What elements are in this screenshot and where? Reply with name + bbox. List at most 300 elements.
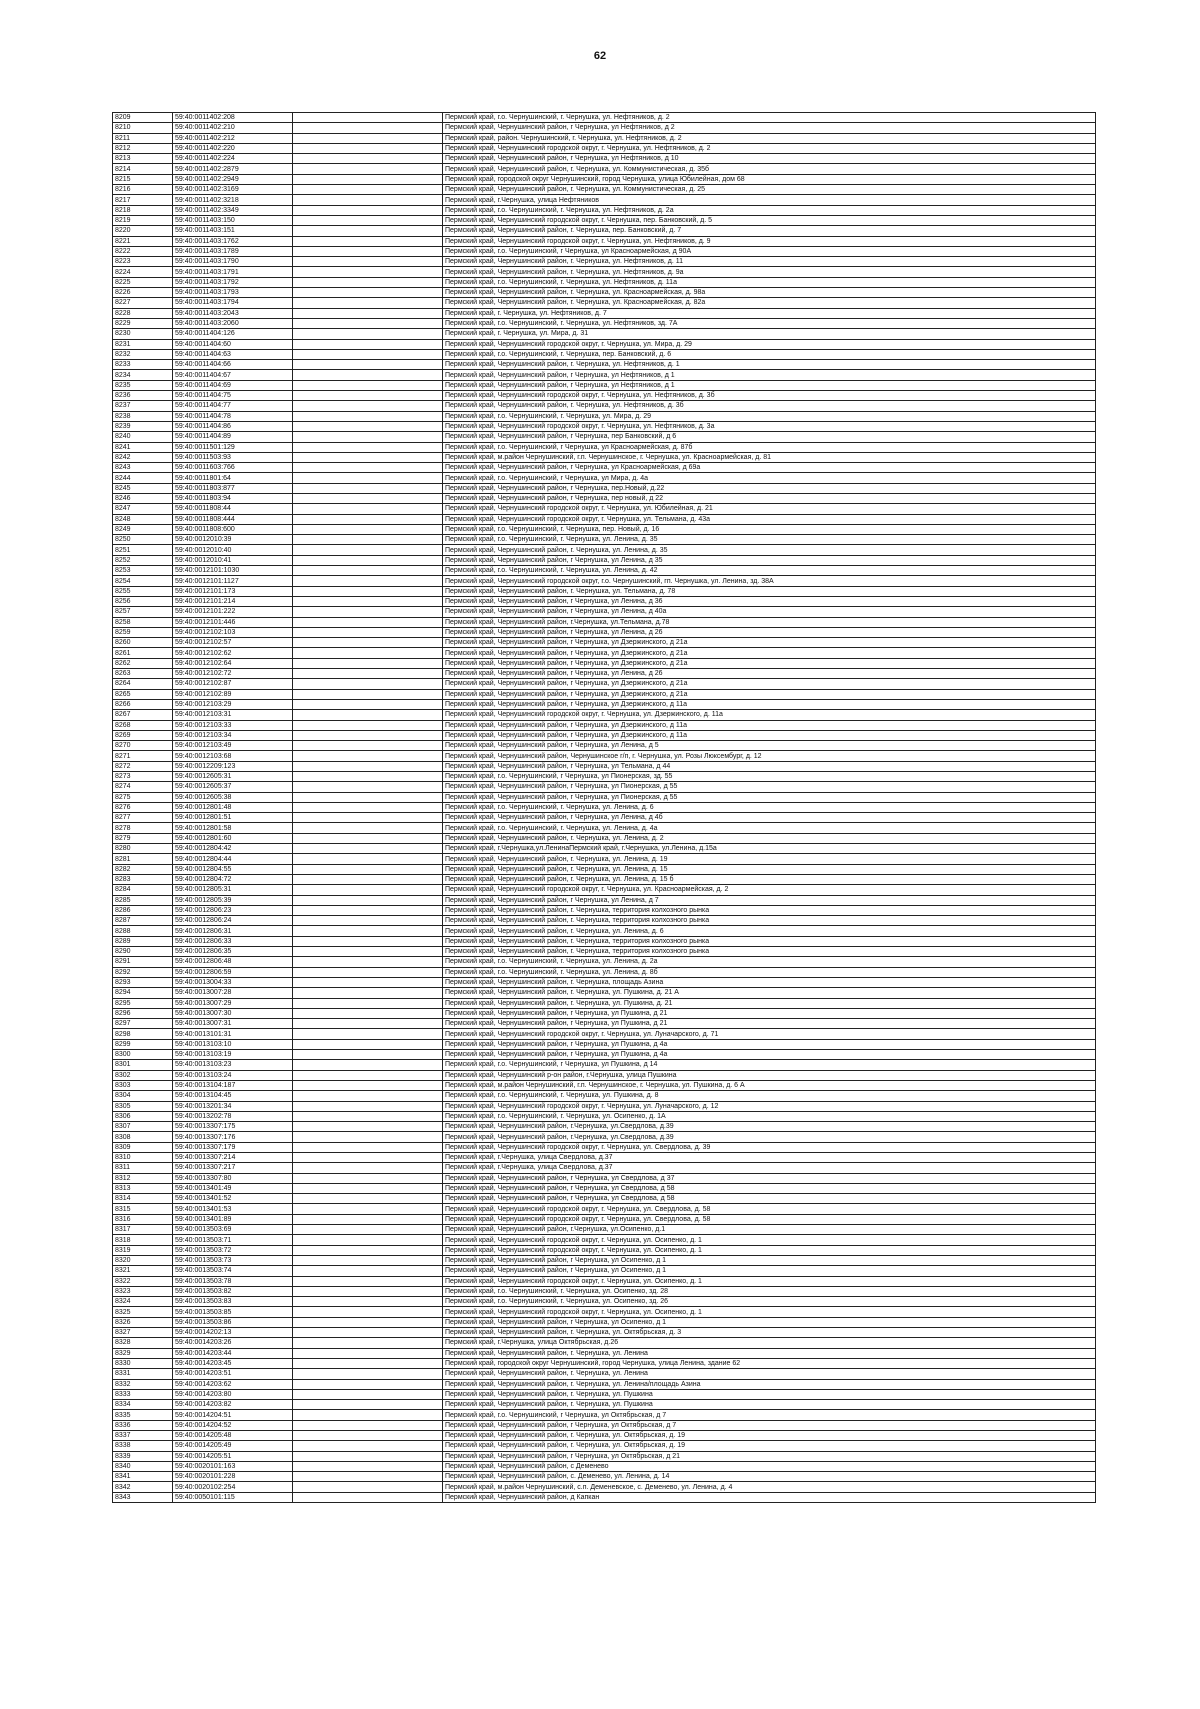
table-row — [113, 411, 1096, 421]
table-row — [113, 1142, 1096, 1152]
address-cell: Пермский край, Чернушинский район, г Чернушка, ул Дзержинского, д 21а — [443, 648, 1096, 658]
address-cell: Пермский край, Чернушинский район, г Чернушка, ул Ленина, д 26 — [443, 627, 1096, 637]
address-cell: Пермский край, Чернушинский городской округ, г.о. Чернушинский, гп. Чернушка, ул. Ленина, зд. 38А — [443, 576, 1096, 586]
empty-cell — [293, 1245, 443, 1255]
table-row — [113, 1039, 1096, 1049]
table-row — [113, 689, 1096, 699]
empty-cell — [293, 617, 443, 627]
empty-cell — [293, 720, 443, 730]
address-cell: Пермский край, г.о. Чернушинский, г. Чернушка, ул. Мира, д. 29 — [443, 411, 1096, 421]
cadastral-number-cell: 59:40:0014203:82 — [173, 1400, 293, 1410]
empty-cell — [293, 576, 443, 586]
cadastral-number-cell: 59:40:0012806:48 — [173, 957, 293, 967]
address-cell: Пермский край, Чернушинский район, г Чернушка, ул Свердлова, д 58 — [443, 1183, 1096, 1193]
row-number-cell: 8281 — [113, 854, 173, 864]
empty-cell — [293, 751, 443, 761]
table-row — [113, 885, 1096, 895]
table-row — [113, 792, 1096, 802]
table-row — [113, 143, 1096, 153]
address-cell: Пермский край, Чернушинский район, г Чернушка, ул Ленина, д 7 — [443, 895, 1096, 905]
empty-cell — [293, 998, 443, 1008]
row-number-cell: 8304 — [113, 1091, 173, 1101]
row-number-cell: 8274 — [113, 782, 173, 792]
address-cell: Пермский край, г.о. Чернушинский, г Чернушка, ул Красноармейская, д. 87б — [443, 442, 1096, 452]
address-cell: Пермский край, Чернушинский городской округ, г. Чернушка, ул. Осипенко, д. 1 — [443, 1235, 1096, 1245]
row-number-cell: 8247 — [113, 504, 173, 514]
address-cell: Пермский край, Чернушинский район, г Чернушка, ул Ленина, д 5 — [443, 741, 1096, 751]
address-cell: Пермский край, Чернушинский район, г. Чернушка, ул. Октябрьская, д. 3 — [443, 1328, 1096, 1338]
empty-cell — [293, 555, 443, 565]
address-cell: Пермский край, Чернушинский район, г. Чернушка, территория колхозного рынка — [443, 905, 1096, 915]
row-number-cell: 8299 — [113, 1039, 173, 1049]
cadastral-number-cell: 59:40:0013007:28 — [173, 988, 293, 998]
empty-cell — [293, 813, 443, 823]
cadastral-number-cell: 59:40:0011403:1791 — [173, 267, 293, 277]
table-row — [113, 1492, 1096, 1502]
address-cell: Пермский край, Чернушинский район, г Чернушка, ул Нефтяников, д 2 — [443, 123, 1096, 133]
empty-cell — [293, 730, 443, 740]
row-number-cell: 8284 — [113, 885, 173, 895]
row-number-cell: 8215 — [113, 174, 173, 184]
cadastral-number-cell: 59:40:0011403:150 — [173, 215, 293, 225]
row-number-cell: 8335 — [113, 1410, 173, 1420]
cadastral-number-cell: 59:40:0011404:66 — [173, 360, 293, 370]
row-number-cell: 8235 — [113, 380, 173, 390]
cadastral-number-cell: 59:40:0013503:69 — [173, 1225, 293, 1235]
table-row — [113, 1245, 1096, 1255]
cadastral-number-cell: 59:40:0020102:254 — [173, 1482, 293, 1492]
table-row — [113, 1111, 1096, 1121]
cadastral-number-cell: 59:40:0012605:31 — [173, 772, 293, 782]
empty-cell — [293, 782, 443, 792]
table-row — [113, 257, 1096, 267]
row-number-cell: 8260 — [113, 638, 173, 648]
empty-cell — [293, 741, 443, 751]
empty-cell — [293, 205, 443, 215]
empty-cell — [293, 1173, 443, 1183]
address-cell: Пермский край, г.о. Чернушинский, г. Чернушка, пер. Банковский, д. 6 — [443, 349, 1096, 359]
table-row — [113, 1338, 1096, 1348]
row-number-cell: 8301 — [113, 1060, 173, 1070]
table-row — [113, 463, 1096, 473]
cadastral-number-cell: 59:40:0011404:67 — [173, 370, 293, 380]
row-number-cell: 8331 — [113, 1369, 173, 1379]
empty-cell — [293, 329, 443, 339]
cadastral-number-cell: 59:40:0011803:94 — [173, 493, 293, 503]
row-number-cell: 8328 — [113, 1338, 173, 1348]
cadastral-number-cell: 59:40:0011404:63 — [173, 349, 293, 359]
cadastral-number-cell: 59:40:0012801:51 — [173, 813, 293, 823]
address-cell: Пермский край, Чернушинский район, г. Чернушка, ул. Ленина, д. 6 — [443, 926, 1096, 936]
row-number-cell: 8280 — [113, 844, 173, 854]
empty-cell — [293, 977, 443, 987]
cadastral-number-cell: 59:40:0012102:64 — [173, 658, 293, 668]
cadastral-number-cell: 59:40:0013307:214 — [173, 1152, 293, 1162]
row-number-cell: 8218 — [113, 205, 173, 215]
cadastral-number-cell: 59:40:0014204:51 — [173, 1410, 293, 1420]
row-number-cell: 8264 — [113, 679, 173, 689]
row-number-cell: 8241 — [113, 442, 173, 452]
cadastral-number-cell: 59:40:0011404:75 — [173, 391, 293, 401]
address-cell: Пермский край, Чернушинский район, д Капкан — [443, 1492, 1096, 1502]
table-row — [113, 421, 1096, 431]
address-cell: Пермский край, Чернушинский район, г Чернушка, ул Дзержинского, д 21а — [443, 689, 1096, 699]
cadastral-number-cell: 59:40:0012102:57 — [173, 638, 293, 648]
cadastral-number-cell: 59:40:0012801:58 — [173, 823, 293, 833]
empty-cell — [293, 596, 443, 606]
row-number-cell: 8267 — [113, 710, 173, 720]
address-cell: Пермский край, Чернушинский район, г. Чернушка, ул. Пушкина — [443, 1400, 1096, 1410]
address-cell: Пермский край, Чернушинский городской округ, г. Чернушка, ул. Свердлова, д. 58 — [443, 1204, 1096, 1214]
empty-cell — [293, 988, 443, 998]
empty-cell — [293, 298, 443, 308]
table-row — [113, 699, 1096, 709]
address-cell: Пермский край, Чернушинский район, г Чернушка, ул Нефтяников, д 1 — [443, 370, 1096, 380]
address-cell: Пермский край, Чернушинский район, г. Чернушка, пер. Банковский, д. 7 — [443, 226, 1096, 236]
cadastral-number-cell: 59:40:0013401:89 — [173, 1214, 293, 1224]
cadastral-number-cell: 59:40:0013103:19 — [173, 1050, 293, 1060]
address-cell: Пермский край, Чернушинский район, г Чернушка, ул Осипенко, д 1 — [443, 1255, 1096, 1265]
row-number-cell: 8227 — [113, 298, 173, 308]
table-row — [113, 998, 1096, 1008]
empty-cell — [293, 1461, 443, 1471]
address-cell: Пермский край, городской округ Чернушинский, город Чернушка, улица Юбилейная, дом 68 — [443, 174, 1096, 184]
table-row — [113, 535, 1096, 545]
address-cell: Пермский край, Чернушинский район, г. Чернушка, ул. Коммунистическая, д. 35б — [443, 164, 1096, 174]
cadastral-number-cell: 59:40:0013503:85 — [173, 1307, 293, 1317]
cadastral-number-cell: 59:40:0011403:1762 — [173, 236, 293, 246]
table-row — [113, 555, 1096, 565]
address-cell: Пермский край, г.о. Чернушинский, г. Чернушка, ул. Ленина, д. 2а — [443, 957, 1096, 967]
cadastral-number-cell: 59:40:0013101:31 — [173, 1029, 293, 1039]
address-cell: Пермский край, Чернушинский район, г.Чернушка, ул.Осипенко, д.1 — [443, 1225, 1096, 1235]
address-cell: Пермский край, Чернушинский район, г. Чернушка, ул. Пушкина, д. 21 А — [443, 988, 1096, 998]
row-number-cell: 8212 — [113, 143, 173, 153]
empty-cell — [293, 916, 443, 926]
table-row — [113, 1348, 1096, 1358]
row-number-cell: 8307 — [113, 1122, 173, 1132]
empty-cell — [293, 1389, 443, 1399]
address-cell: Пермский край, м.район Чернушинский, с.п. Деменевское, с. Деменево, ул. Ленина, д. 4 — [443, 1482, 1096, 1492]
cadastral-number-cell: 59:40:0011404:126 — [173, 329, 293, 339]
row-number-cell: 8297 — [113, 1019, 173, 1029]
empty-cell — [293, 1410, 443, 1420]
row-number-cell: 8278 — [113, 823, 173, 833]
row-number-cell: 8238 — [113, 411, 173, 421]
table-row — [113, 1472, 1096, 1482]
table-row — [113, 1101, 1096, 1111]
empty-cell — [293, 133, 443, 143]
address-cell: Пермский край, Чернушинский городской округ, г. Чернушка, ул. Юбилейная, д. 21 — [443, 504, 1096, 514]
row-number-cell: 8286 — [113, 905, 173, 915]
address-cell: Пермский край, г.Чернушка, улица Свердлова, д.37 — [443, 1152, 1096, 1162]
row-number-cell: 8232 — [113, 349, 173, 359]
address-cell: Пермский край, Чернушинский район, г. Чернушка, ул. Нефтяников, д. 1 — [443, 360, 1096, 370]
address-cell: Пермский край, г.о. Чернушинский, г Чернушка, ул Пушкина, д 14 — [443, 1060, 1096, 1070]
address-cell: Пермский край, Чернушинский район, г. Чернушка, территория колхозного рынка — [443, 936, 1096, 946]
address-cell: Пермский край, г.о. Чернушинский, г. Чернушка, ул. Осипенко, д. 1А — [443, 1111, 1096, 1121]
address-cell: Пермский край, Чернушинский городской округ, г. Чернушка, ул. Осипенко, д. 1 — [443, 1245, 1096, 1255]
cadastral-number-cell: 59:40:0011402:220 — [173, 143, 293, 153]
cadastral-number-cell: 59:40:0011402:2879 — [173, 164, 293, 174]
empty-cell — [293, 349, 443, 359]
address-cell: Пермский край, городской округ Чернушинский, город Чернушка, улица Ленина, здание 62 — [443, 1358, 1096, 1368]
row-number-cell: 8266 — [113, 699, 173, 709]
row-number-cell: 8251 — [113, 545, 173, 555]
row-number-cell: 8268 — [113, 720, 173, 730]
cadastral-number-cell: 59:40:0011404:78 — [173, 411, 293, 421]
cadastral-number-cell: 59:40:0012101:214 — [173, 596, 293, 606]
table-row — [113, 246, 1096, 256]
empty-cell — [293, 432, 443, 442]
registry-table — [112, 112, 1096, 1503]
empty-cell — [293, 215, 443, 225]
table-row — [113, 1441, 1096, 1451]
cadastral-number-cell: 59:40:0013307:217 — [173, 1163, 293, 1173]
empty-cell — [293, 874, 443, 884]
row-number-cell: 8211 — [113, 133, 173, 143]
address-cell: Пермский край, Чернушинский район, г Чернушка, пер Банковский, д 6 — [443, 432, 1096, 442]
row-number-cell: 8316 — [113, 1214, 173, 1224]
cadastral-number-cell: 59:40:0014203:51 — [173, 1369, 293, 1379]
cadastral-number-cell: 59:40:0011403:2043 — [173, 308, 293, 318]
cadastral-number-cell: 59:40:0012805:39 — [173, 895, 293, 905]
cadastral-number-cell: 59:40:0013307:176 — [173, 1132, 293, 1142]
address-cell: Пермский край, Чернушинский район, г Чернушка, ул Пушкина, д 4а — [443, 1039, 1096, 1049]
table-row — [113, 185, 1096, 195]
table-row — [113, 1266, 1096, 1276]
address-cell: Пермский край, Чернушинский городской округ, г. Чернушка, ул. Красноармейская, д. 2 — [443, 885, 1096, 895]
cadastral-number-cell: 59:40:0013503:74 — [173, 1266, 293, 1276]
table-row — [113, 576, 1096, 586]
address-cell: Пермский край, г.Чернушка, улица Нефтяников — [443, 195, 1096, 205]
cadastral-number-cell: 59:40:0012806:35 — [173, 947, 293, 957]
cadastral-number-cell: 59:40:0012605:37 — [173, 782, 293, 792]
cadastral-number-cell: 59:40:0011404:89 — [173, 432, 293, 442]
table-row — [113, 1204, 1096, 1214]
empty-cell — [293, 1183, 443, 1193]
address-cell: Пермский край, г.о. Чернушинский, г. Чернушка, ул. Ленина, д. 35 — [443, 535, 1096, 545]
address-cell: Пермский край, Чернушинский район, г. Чернушка, ул. Ленина/площадь Азина — [443, 1379, 1096, 1389]
cadastral-number-cell: 59:40:0012010:41 — [173, 555, 293, 565]
empty-cell — [293, 1060, 443, 1070]
address-cell: Пермский край, Чернушинский район, г Чернушка, ул Нефтяников, д 1 — [443, 380, 1096, 390]
row-number-cell: 8234 — [113, 370, 173, 380]
table-row — [113, 761, 1096, 771]
row-number-cell: 8282 — [113, 864, 173, 874]
row-number-cell: 8255 — [113, 586, 173, 596]
address-cell: Пермский край, Чернушинский район, г. Чернушка, ул. Ленина, д. 15 — [443, 864, 1096, 874]
address-cell: Пермский край, Чернушинский городской округ, г. Чернушка, ул. Луначарского, д. 12 — [443, 1101, 1096, 1111]
empty-cell — [293, 1400, 443, 1410]
row-number-cell: 8219 — [113, 215, 173, 225]
cadastral-number-cell: 59:40:0013307:80 — [173, 1173, 293, 1183]
cadastral-number-cell: 59:40:0011402:208 — [173, 113, 293, 123]
table-row — [113, 1019, 1096, 1029]
table-row — [113, 823, 1096, 833]
empty-cell — [293, 257, 443, 267]
address-cell: Пермский край, Чернушинский район, г. Чернушка, ул. Ленина, д. 35 — [443, 545, 1096, 555]
row-number-cell: 8236 — [113, 391, 173, 401]
cadastral-number-cell: 59:40:0012806:23 — [173, 905, 293, 915]
cadastral-number-cell: 59:40:0012805:31 — [173, 885, 293, 895]
row-number-cell: 8285 — [113, 895, 173, 905]
empty-cell — [293, 401, 443, 411]
cadastral-number-cell: 59:40:0012102:62 — [173, 648, 293, 658]
address-cell: Пермский край, г.о. Чернушинский, г. Чернушка, ул. Нефтяников, д. 11а — [443, 277, 1096, 287]
row-number-cell: 8288 — [113, 926, 173, 936]
address-cell: Пермский край, г.о. Чернушинский, г. Чернушка, ул. Ленина, д. 6 — [443, 802, 1096, 812]
row-number-cell: 8243 — [113, 463, 173, 473]
cadastral-number-cell: 59:40:0011402:210 — [173, 123, 293, 133]
address-cell: Пермский край, Чернушинский район, г Чернушка, ул Дзержинского, д 21а — [443, 638, 1096, 648]
table-row — [113, 1431, 1096, 1441]
cadastral-number-cell: 59:40:0011403:1790 — [173, 257, 293, 267]
table-row — [113, 1070, 1096, 1080]
empty-cell — [293, 1214, 443, 1224]
address-cell: Пермский край, Чернушинский район, г Чернушка, пер новый, д 22 — [443, 493, 1096, 503]
empty-cell — [293, 802, 443, 812]
row-number-cell: 8248 — [113, 514, 173, 524]
address-cell: Пермский край, Чернушинский район, г Чернушка, ул Пионерская, д 55 — [443, 792, 1096, 802]
empty-cell — [293, 772, 443, 782]
table-row — [113, 905, 1096, 915]
table-row — [113, 236, 1096, 246]
table-row — [113, 813, 1096, 823]
table-row — [113, 504, 1096, 514]
address-cell: Пермский край, Чернушинский район, г. Чернушка, площадь Азина — [443, 977, 1096, 987]
row-number-cell: 8333 — [113, 1389, 173, 1399]
table-body — [113, 113, 1096, 1503]
address-cell: Пермский край, г. Чернушка, ул. Мира, д. 31 — [443, 329, 1096, 339]
table-row — [113, 401, 1096, 411]
cadastral-number-cell: 59:40:0011402:3169 — [173, 185, 293, 195]
address-cell: Пермский край, Чернушинский район, г. Чернушка, ул. Ленина, д. 15 б — [443, 874, 1096, 884]
address-cell: Пермский край, Чернушинский район, г. Чернушка, ул. Нефтяников, д. 9а — [443, 267, 1096, 277]
empty-cell — [293, 164, 443, 174]
cadastral-number-cell: 59:40:0012806:33 — [173, 936, 293, 946]
row-number-cell: 8325 — [113, 1307, 173, 1317]
empty-cell — [293, 288, 443, 298]
row-number-cell: 8275 — [113, 792, 173, 802]
empty-cell — [293, 1492, 443, 1502]
cadastral-number-cell: 59:40:0013007:31 — [173, 1019, 293, 1029]
empty-cell — [293, 1482, 443, 1492]
address-cell: Пермский край, г.Чернушка,ул.ЛенинаПермский край, г.Чернушка, ул.Ленина, д.15а — [443, 844, 1096, 854]
table-row — [113, 1050, 1096, 1060]
address-cell: Пермский край, Чернушинский район, г Чернушка, ул Свердлова, д 58 — [443, 1194, 1096, 1204]
row-number-cell: 8269 — [113, 730, 173, 740]
cadastral-number-cell: 59:40:0011403:151 — [173, 226, 293, 236]
empty-cell — [293, 380, 443, 390]
table-row — [113, 833, 1096, 843]
cadastral-number-cell: 59:40:0011404:60 — [173, 339, 293, 349]
row-number-cell: 8245 — [113, 483, 173, 493]
empty-cell — [293, 370, 443, 380]
table-row — [113, 854, 1096, 864]
row-number-cell: 8332 — [113, 1379, 173, 1389]
cadastral-number-cell: 59:40:0012102:72 — [173, 669, 293, 679]
table-row — [113, 493, 1096, 503]
cadastral-number-cell: 59:40:0011801:64 — [173, 473, 293, 483]
row-number-cell: 8277 — [113, 813, 173, 823]
cadastral-number-cell: 59:40:0011402:212 — [173, 133, 293, 143]
row-number-cell: 8306 — [113, 1111, 173, 1121]
address-cell: Пермский край, Чернушинский район, г.Чернушка, ул.Свердлова, д.39 — [443, 1132, 1096, 1142]
address-cell: Пермский край, Чернушинский район, г. Чернушка, ул. Октябрьская, д. 19 — [443, 1441, 1096, 1451]
cadastral-number-cell: 59:40:0011404:77 — [173, 401, 293, 411]
empty-cell — [293, 1338, 443, 1348]
cadastral-number-cell: 59:40:0020101:228 — [173, 1472, 293, 1482]
row-number-cell: 8216 — [113, 185, 173, 195]
empty-cell — [293, 514, 443, 524]
table-row — [113, 339, 1096, 349]
empty-cell — [293, 391, 443, 401]
table-row — [113, 308, 1096, 318]
empty-cell — [293, 308, 443, 318]
empty-cell — [293, 236, 443, 246]
row-number-cell: 8254 — [113, 576, 173, 586]
cadastral-number-cell: 59:40:0013401:52 — [173, 1194, 293, 1204]
table-row — [113, 1173, 1096, 1183]
row-number-cell: 8252 — [113, 555, 173, 565]
table-row — [113, 452, 1096, 462]
cadastral-number-cell: 59:40:0012010:39 — [173, 535, 293, 545]
empty-cell — [293, 483, 443, 493]
row-number-cell: 8225 — [113, 277, 173, 287]
row-number-cell: 8337 — [113, 1431, 173, 1441]
table-row — [113, 1379, 1096, 1389]
empty-cell — [293, 473, 443, 483]
empty-cell — [293, 463, 443, 473]
address-cell: Пермский край, г.о. Чернушинский, г. Чернушка, ул. Ленина, д. 42 — [443, 566, 1096, 576]
cadastral-number-cell: 59:40:0013503:72 — [173, 1245, 293, 1255]
empty-cell — [293, 679, 443, 689]
address-cell: Пермский край, Чернушинский район, г. Чернушка, территория колхозного рынка — [443, 947, 1096, 957]
address-cell: Пермский край, Чернушинский городской округ, г. Чернушка, ул. Мира, д. 29 — [443, 339, 1096, 349]
cadastral-number-cell: 59:40:0014204:52 — [173, 1420, 293, 1430]
address-cell: Пермский край, Чернушинский район, г.Чернушка, ул.Свердлова, д.39 — [443, 1122, 1096, 1132]
address-cell: Пермский край, Чернушинский район, г Чернушка, ул Ленина, д 40а — [443, 607, 1096, 617]
row-number-cell: 8213 — [113, 154, 173, 164]
empty-cell — [293, 1029, 443, 1039]
cadastral-number-cell: 59:40:0013503:86 — [173, 1317, 293, 1327]
table-row — [113, 957, 1096, 967]
row-number-cell: 8292 — [113, 967, 173, 977]
empty-cell — [293, 1091, 443, 1101]
row-number-cell: 8320 — [113, 1255, 173, 1265]
cadastral-number-cell: 59:40:0011402:224 — [173, 154, 293, 164]
row-number-cell: 8303 — [113, 1080, 173, 1090]
empty-cell — [293, 277, 443, 287]
cadastral-number-cell: 59:40:0014205:51 — [173, 1451, 293, 1461]
cadastral-number-cell: 59:40:0013503:83 — [173, 1297, 293, 1307]
empty-cell — [293, 792, 443, 802]
row-number-cell: 8270 — [113, 741, 173, 751]
cadastral-number-cell: 59:40:0014205:49 — [173, 1441, 293, 1451]
cadastral-number-cell: 59:40:0012804:72 — [173, 874, 293, 884]
table-row — [113, 926, 1096, 936]
cadastral-number-cell: 59:40:0011501:129 — [173, 442, 293, 452]
table-row — [113, 205, 1096, 215]
table-row — [113, 442, 1096, 452]
address-cell: Пермский край, Чернушинский городской округ, г. Чернушка, ул. Свердлова, д. 39 — [443, 1142, 1096, 1152]
table-row — [113, 864, 1096, 874]
empty-cell — [293, 174, 443, 184]
row-number-cell: 8317 — [113, 1225, 173, 1235]
empty-cell — [293, 895, 443, 905]
table-row — [113, 133, 1096, 143]
